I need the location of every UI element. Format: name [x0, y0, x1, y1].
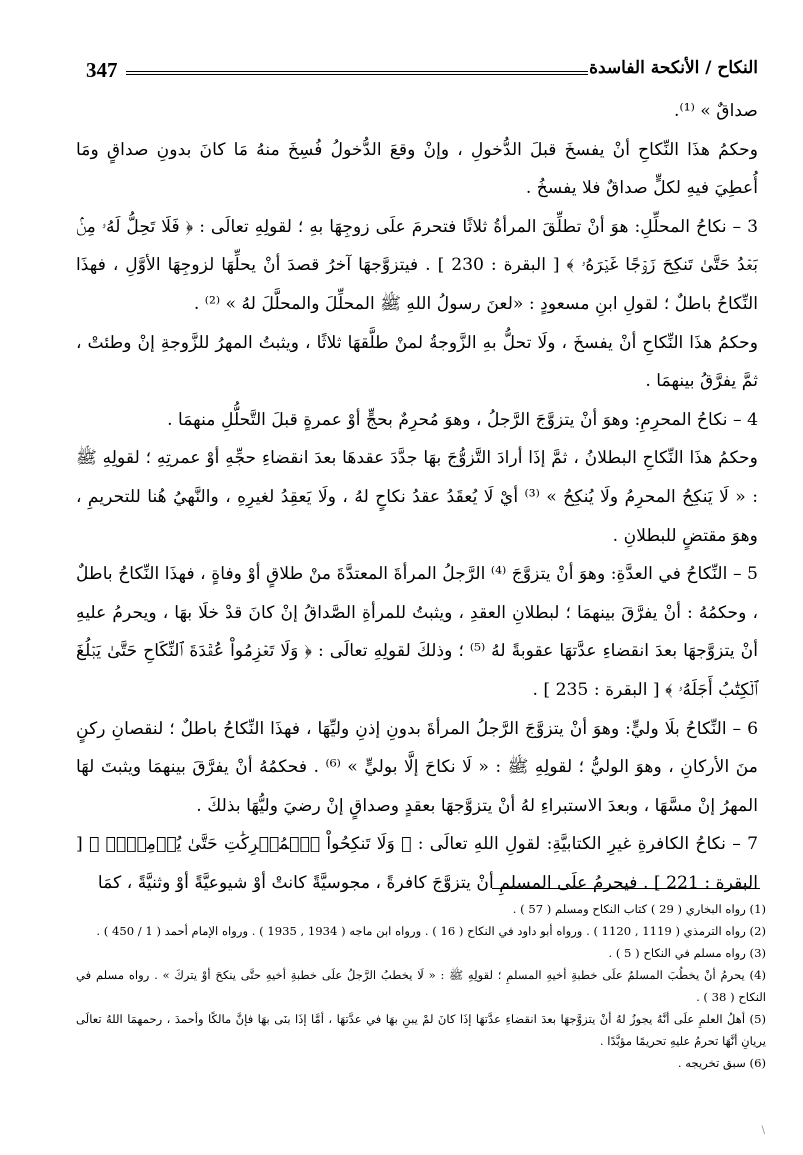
running-title: النكاح / الأنكحة الفاسدة — [589, 58, 758, 78]
paragraph-7: 5 – النِّكاحُ في العدَّةِ: وهوَ أنْ يتزوَّجَ ⁽⁴⁾ الرَّجلُ المرأةَ المعتدَّةَ منْ طلاقٍ أوْ وفاةٍ ، فهذَا النِّكاحُ باطلٌ ، وحكمُهُ : أنْ يفرَّقَ بينهمَا ؛ لبطلانِ العقدِ ، ويثبتُ للمرأةِ الصَّداقُ إنْ كانَ قدْ خلَا بهَا ، ويحرمُ عليهِ أنْ يتزوَّجهَا بعدَ انقضاءِ عدَّتهَا عقوبةً لهُ ⁽⁵⁾ ؛ وذلكَ لقولِهِ تعالَى : ﴿ وَلَا تَعۡزِمُواْ عُقۡدَةَ ٱلنِّكَاحِ حَتَّىٰ يَبۡلُغَ ٱلۡكِتَٰبُ أَجَلَهُۥ ﴾ [ البقرة : 235 ] . — [76, 564, 758, 700]
footnote-divider — [492, 888, 760, 889]
footnote-3: (3) رواه مسلم في النكاح ( 5 ) . — [608, 946, 766, 960]
footnote-5: (5) أهلُ العلمِ علَى أنَّهُ يجوزُ لهُ أنْ يتزوَّجهَا بعدَ انقضاءِ عدَّتهَا إذَا كانَ لمْ يبنِ بهَا في عدَّتهَا ، أمَّا إذَا بنَى بهَا فإنَّ مالكًا وأحمدَ ، رحمهمَا اللهُ تعالَى يريانِ أنَّهَا تحرمُ عليهِ تحريمًا مؤبَّدًا . — [76, 1012, 766, 1048]
paragraph-8: 6 – النِّكاحُ بلَا وليٍّ: وهوَ أنْ يتزوَّجَ الرَّجلُ المرأةَ بدونِ إذنِ وليِّهَا ، فهذَا النِّكاحُ باطلٌ ؛ لنقصانِ ركنٍ منَ الأركانِ ، وهوَ الوليُّ ؛ لقولِهِ ﷺ : « لَا نكاحَ إلَّا بوليٍّ » ⁽⁶⁾ . فحكمُهُ أنْ يفرَّقَ بينهمَا ويثبتَ لهَا المهرُ إنْ مسَّهَا ، وبعدَ الاستبراءِ لهُ أنْ يتزوَّجهَا بعقدٍ وصداقٍ إنْ رضيَ وليُّهَا بذلكَ . — [76, 718, 758, 816]
footnote-2: (2) رواه الترمذي ( 1119 , 1120 ) . ورواه أبو داود في النكاح ( 16 ) . ورواه ابن ماجه ( 1934 , 1935 ) . ورواه الإمام أحمد ( 1 / 450 ) . — [96, 924, 766, 938]
footnote-4: (4) يحرمُ أنْ يخطُبَ المسلمُ علَى خطبةِ أخيهِ المسلمِ ؛ لقولِهِ ﷺ : « لَا يخطبُ الرَّجلُ علَى خطبةِ أخيهِ حتَّى ينكحَ أوْ يتركَ » . رواه مسلم في النكاح ( 38 ) . — [76, 968, 766, 1004]
footnotes — [76, 898, 766, 1074]
footnote-1: (1) رواه البخاري ( 29 ) كتاب النكاح ومسلم ( 57 ) . — [512, 902, 766, 916]
paragraph-5: 4 – نكاحُ المحرِمِ: وهوَ أنْ يتزوَّجَ الرَّجلُ ، وهوَ مُحرِمٌ بحجٍّ أوْ عمرةٍ قبلَ التَّحلُّلِ منهمَا . — [167, 409, 758, 430]
paragraph-9: 7 – نكاحُ الكافرةِ غيرِ الكتابيَّةِ: لقولِ اللهِ تعالَى : ﴿ وَلَا تَنكِحُواْ ٱلۡمُشۡرِكَٰتِ حَتَّىٰ يُؤۡمِنَّۚ ﴾ [ البقرة : 221 ] . فيحرمُ علَى المسلمِ أنْ يتزوَّجَ كافرةً ، مجوسيَّةً كانتْ أوْ شيوعيَّةً أوْ وثنيَّةً ، كمَا — [76, 834, 758, 893]
page-header — [86, 58, 758, 92]
paragraph-3: 3 – نكاحُ المحلِّلِ: هوَ أنْ تطلِّقَ المرأةُ ثلاثًا فتحرمَ علَى زوجِهَا بهِ ؛ لقولِهِ تعالَى : ﴿ فَلَا تَحِلُّ لَهُۥ مِنۢ بَعۡدُ حَتَّىٰ تَنكِحَ زَوۡجًا غَيۡرَهُۥ ﴾ [ البقرة : 230 ] . فيتزوَّجهَا آخرُ قصدَ أنْ يحلِّهَا لزوجِهَا الأوَّلِ ، فهذَا النِّكاحُ باطلٌ ؛ لقولِ ابنِ مسعودٍ : «لعنَ رسولُ اللهِ ﷺ المحلِّلَ والمحلَّلَ لهُ » ⁽²⁾ . — [76, 216, 758, 314]
header-rule — [126, 71, 588, 75]
footnote-6: (6) سبق تخريجه . — [677, 1056, 766, 1070]
scan-mark: \ — [761, 1125, 765, 1136]
paragraph-2: وحكمُ هذَا النِّكاحِ أنْ يفسخَ قبلَ الدُّخولِ ، وإنْ وقعَ الدُّخولُ فُسِخَ منهُ مَا كانَ بدونِ صداقٍ ومَا أُعطِيَ فيهِ لكلٍّ صداقٌ فلا يفسخُ . — [76, 139, 758, 199]
paragraph-6: وحكمُ هذَا النِّكاحِ البطلانُ ، ثمَّ إذَا أرادَ التَّزوُّجَ بهَا جدَّدَ عقدهَا بعدَ انقضاءِ حجِّهِ أوْ عمرتِهِ ؛ لقولِهِ ﷺ : « لَا يَنكِحُ المحرِمُ ولَا يُنكِحُ » ⁽³⁾ أيْ لَا يُعقَدُ عقدُ نكاحٍ لهُ ، ولَا يَعقِدُ لغيرِهِ ، والنَّهيُ هُنا للتحريمِ ، وهوَ مقتضٍ للبطلانِ . — [76, 448, 758, 546]
paragraph-4: وحكمُ هذَا النِّكاحِ أنْ يفسخَ ، ولَا تحلُّ بهِ الزَّوجةُ لمنْ طلَّقهَا ثلاثًا ، ويثبتُ المهرُ للزَّوجةِ إنْ وطئتْ ، ثمَّ يفرَّقُ بينهمَا . — [76, 332, 758, 392]
main-text — [76, 92, 758, 902]
paragraph-1: صداقٌ » ⁽¹⁾. — [674, 101, 758, 121]
page-number: 347 — [86, 58, 118, 82]
